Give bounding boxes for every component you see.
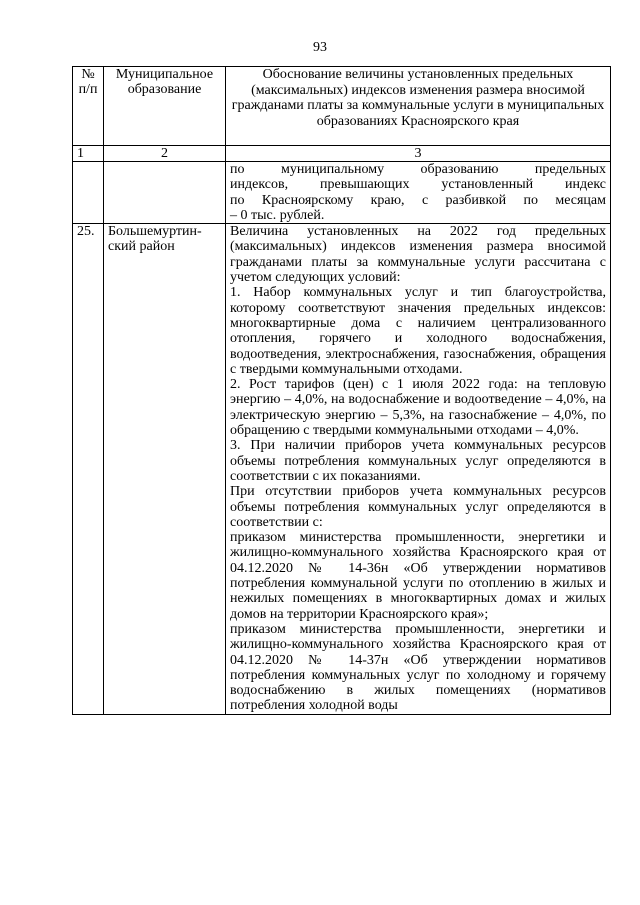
header-municipality: Муниципальное образование <box>104 67 226 146</box>
continuation-cell <box>226 162 611 224</box>
column-number-1: 1 <box>73 146 104 162</box>
table-header-row <box>73 67 611 146</box>
tariff-index-table <box>72 66 611 715</box>
page-number: 93 <box>313 40 327 55</box>
continuation-line: индексов, превышающих установленный индекс <box>230 177 606 193</box>
column-number-row <box>73 146 611 162</box>
paragraph: При отсутствии приборов учета коммунальных ресурсов объемы потребления коммунальных услуг определяются в соответствии с: <box>230 484 606 530</box>
paragraph: приказом министерства промышленности, энергетики и жилищно-коммунального хозяйства Красноярского края от 04.12.2020 № 14-37н «Об утверждении нормативов потребления коммунальных услуг по холодному и горячему водоснабжению в жилых помещениях (нормативов потребления холодной воды <box>230 621 606 714</box>
column-number-3: 3 <box>226 146 611 162</box>
paragraph: Величина установленных на 2022 год предельных (максимальных) индексов изменения размера вносимой гражданами платы за коммунальные услуги рассчитана с учетом следующих условий: <box>230 224 606 286</box>
header-justification: Обоснование величины установленных предельных (максимальных) индексов изменения размера вносимой гражданами платы за коммунальные услуги в муниципальных образованиях Красноярского края <box>226 67 611 146</box>
row-municipality: Большемуртин-ский район <box>104 224 226 715</box>
row-justification <box>226 224 611 715</box>
continuation-line: по муниципальному образованию предельных <box>230 162 606 177</box>
continuation-line: по Красноярскому краю, с разбивкой по месяцам <box>230 192 606 208</box>
paragraph: приказом министерства промышленности, энергетики и жилищно-коммунального хозяйства Красноярского края от 04.12.2020 № 14-36н «Об утверждении нормативов потребления коммунальной услуги по отоплению в жилых и нежилых помещениях в многоквартирных домах и жилых домов на территории Красноярского края»; <box>230 530 606 622</box>
paragraph: 1. Набор коммунальных услуг и тип благоустройства, которому соответствуют значения предельных индексов: многоквартирные дома с наличием централизованного отопления, горячего и холодного водоснабжения, водоотведения, электроснабжения, газоснабжения, обращения с твердыми коммунальными отходами. <box>230 285 606 377</box>
column-number-2: 2 <box>104 146 226 162</box>
table-row <box>73 224 611 715</box>
continuation-line: – 0 тыс. рублей. <box>230 207 325 223</box>
row-number: 25. <box>73 224 104 715</box>
paragraph: 3. При наличии приборов учета коммунальных ресурсов объемы потребления коммунальных услуг определяются в соответствии с их показаниями. <box>230 438 606 484</box>
paragraph: 2. Рост тарифов (цен) с 1 июля 2022 года: на тепловую энергию – 4,0%, на водоснабжение и водоотведение – 4,0%, на электрическую энергию – 5,3%, на газоснабжение – 4,0%, по обращению с твердыми коммунальными отходами – 4,0%. <box>230 377 606 439</box>
header-number: № п/п <box>73 67 104 146</box>
continuation-row <box>73 162 611 224</box>
